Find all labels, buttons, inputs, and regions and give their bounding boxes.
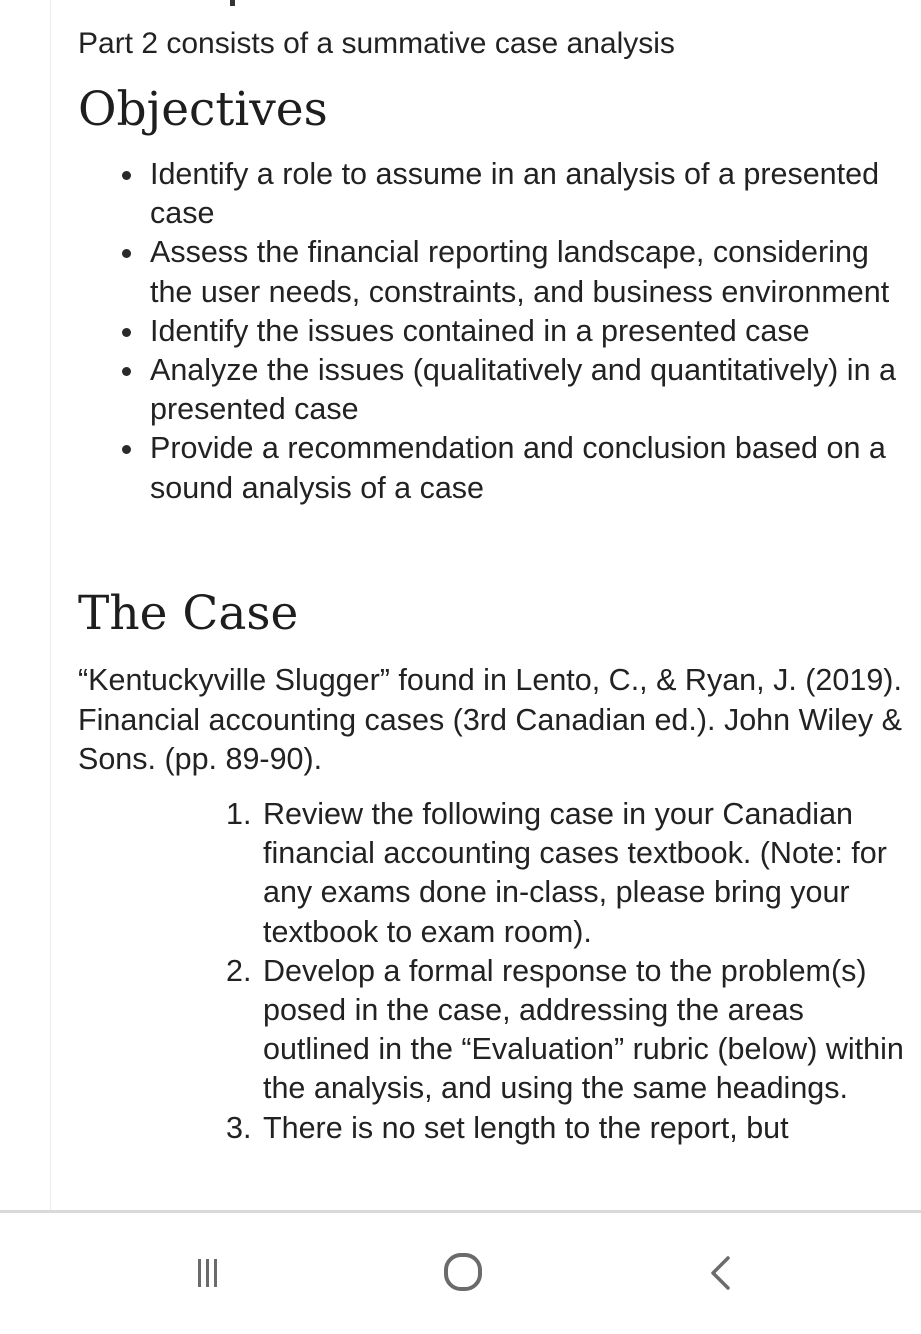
step-text: There is no set length to the report, but: [263, 1110, 789, 1145]
android-navigation-bar: [0, 1213, 921, 1334]
case-heading: The Case: [78, 586, 299, 641]
case-reference: “Kentuckyville Slugger” found in Lento, C., & Ryan, J. (2019). Financial accounting cases (3rd Canadian ed.). John Wiley & Sons. (pp. 89-90).: [78, 663, 902, 776]
step-number: 2.: [226, 953, 252, 988]
back-button[interactable]: [686, 1243, 756, 1303]
step-item: [226, 795, 908, 952]
step-text: Review the following case in your Canadian financial accounting cases textbook. (Note: for any exams done in-class, please bring your textbook to exam room).: [263, 797, 887, 949]
objectives-heading: Objectives: [78, 82, 328, 137]
page-left-border: [50, 0, 51, 1212]
objective-item: Analyze the issues (qualitatively and quantitatively) in a presented case: [150, 351, 910, 429]
cropped-glyph-fragment: [230, 0, 235, 6]
back-icon: [701, 1253, 741, 1293]
recent-apps-button[interactable]: [172, 1243, 242, 1303]
objective-item: Identify a role to assume in an analysis of a presented case: [150, 155, 910, 233]
step-text: Develop a formal response to the problem(s) posed in the case, addressing the areas outlined in the “Evaluation” rubric (below) within the analysis, and using the same headings.: [263, 953, 904, 1106]
intro-text: Part 2 consists of a summative case analysis: [78, 27, 675, 60]
objective-item: Assess the financial reporting landscape, considering the user needs, constraints, and business environment: [150, 233, 910, 311]
recent-apps-icon: [187, 1253, 227, 1293]
objective-item: Provide a recommendation and conclusion based on a sound analysis of a case: [150, 429, 910, 507]
step-number: 1.: [226, 797, 252, 831]
home-icon: [438, 1248, 488, 1298]
objective-item: Identify the issues contained in a presented case: [150, 312, 910, 351]
case-steps-list: [226, 795, 908, 1148]
step-item: [226, 952, 908, 1109]
objectives-list: [78, 155, 910, 508]
step-item: [226, 1109, 908, 1148]
home-button[interactable]: [428, 1243, 498, 1303]
step-number: 3.: [226, 1110, 252, 1145]
